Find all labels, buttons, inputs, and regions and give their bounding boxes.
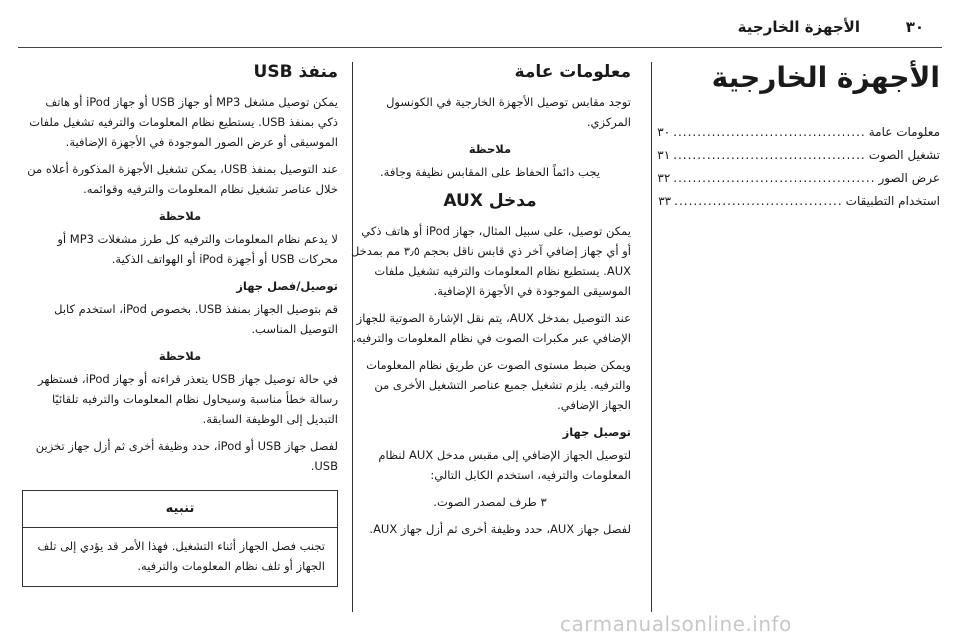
chapter-column [657,60,940,214]
connect-paragraph: ٣ طرف لمصدر الصوت. [433,495,547,509]
caution-box [22,490,338,587]
note-text: يجب دائماً الحفاظ على المقابس نظيفة وجافة. [380,165,600,179]
general-info-column [349,60,631,546]
running-title: الأجهزة الخارجية [737,18,860,36]
toc-item-page: ٣٢ [657,171,671,185]
toc-item-label: استخدام التطبيقات [845,194,940,208]
connect-paragraph: لفصل جهاز AUX، حدد وظيفة أخرى ثم أزل جهاز AUX. [369,522,631,536]
toc-item[interactable] [657,145,940,165]
toc-item[interactable] [658,191,940,211]
page-number: ٣٠ [905,18,924,36]
usb-paragraph: يمكن توصيل مشغل MP3 أو جهاز USB أو جهاز iPod أو هاتف ذكي بمنفذ USB. يستطيع نظام المعلومات والترفيه تشغيل ملفات الموسيقى أو عرض الصور الموجودة في الأجهزة الإضافية. [29,95,338,149]
toc-leader: ........................................ [673,148,866,162]
note-label: ملاحظة [468,142,512,156]
aux-paragraph: عند التوصيل بمدخل AUX، يتم نقل الإشارة الصوتية للجهاز الإضافي عبر مكبرات الصوت في نظام المعلومات والترفيه. [352,311,631,345]
toc-item-page: ٣٣ [658,194,672,208]
toc-leader: ................................... [674,194,843,208]
section-heading-usb: منفذ USB [253,62,338,82]
subheading-connect-device: توصيل جهاز [562,425,631,439]
page-header [0,0,960,52]
toc-item[interactable] [657,168,940,188]
header-rule [18,47,942,48]
toc-item-label: معلومات عامة [868,125,940,139]
disconnect-paragraph: لفصل جهاز USB أو iPod، حدد وظيفة أخرى ثم أزل جهاز تخزين USB. [35,439,338,473]
toc-item-page: ٣١ [657,148,671,162]
chapter-title: الأجهزة الخارجية [711,61,940,94]
toc-item-label: تشغيل الصوت [868,148,940,162]
column-divider-right [651,62,652,612]
section-heading-general: معلومات عامة [514,62,631,82]
aux-paragraph: ويمكن ضبط مستوى الصوت عن طريق نظام المعلومات والترفيه. يلزم تشغيل جميع عناصر التشغيل الأخرى من الجهاز الإضافي. [366,358,631,412]
section-heading-aux: مدخل AUX [443,191,537,211]
toc-leader: ........................................ [673,125,866,139]
toc-leader: .......................................... [673,171,876,185]
caution-text: تجنب فصل الجهاز أثناء التشغيل. فهذا الأمر قد يؤدي إلى تلف الجهاز أو تلف نظام المعلومات والترفيه. [37,539,325,573]
table-of-contents [657,122,940,211]
watermark-logo: carmanualsonline.info [560,612,792,636]
connect-paragraph: قم بتوصيل الجهاز بمنفذ USB. بخصوص iPod، استخدم كابل التوصيل المناسب. [54,302,338,336]
aux-paragraph: يمكن توصيل، على سبيل المثال، جهاز iPod أو هاتف ذكي أو أي جهاز إضافي آخر ذي قابس ناقل بحجم ٣٫٥ مم بمدخل AUX. يستطيع نظام المعلومات والترفيه تشغيل ملفات الموسيقى الموجودة في الأجهزة الإضافية. [350,224,631,298]
toc-item-label: عرض الصور [878,171,940,185]
usb-column [22,60,338,587]
note-label: ملاحظة [158,209,202,223]
intro-paragraph: توجد مقابس توصيل الأجهزة الخارجية في الكونسول المركزي. [386,95,631,129]
usb-paragraph: عند التوصيل بمنفذ USB، يمكن تشغيل الأجهزة المذكورة أعلاه من خلال عناصر تشغيل نظام المعلومات والترفيه وقوائمه. [27,162,338,196]
subheading-connect-disconnect: توصيل/فصل جهاز [236,279,338,293]
note-text: لا يدعم نظام المعلومات والترفيه كل طرز مشغلات MP3 أو محركات USB أو أجهزة iPod أو الهواتف الذكية. [57,232,338,266]
toc-item[interactable] [657,122,940,142]
caution-body [23,528,337,586]
caution-heading: تنبيه [23,491,337,528]
toc-item-page: ٣٠ [657,125,671,139]
note-text: في حالة توصيل جهاز USB يتعذر قراءته أو جهاز iPod، فستظهر رسالة خطأ مناسبة وسيحاول نظام المعلومات والترفيه تلقائيًا التبديل إلى الوظيفة السابقة. [37,372,338,426]
note-label: ملاحظة [158,349,202,363]
connect-paragraph: لتوصيل الجهاز الإضافي إلى مقبس مدخل AUX لنظام المعلومات والترفيه، استخدم الكابل التالي: [378,448,631,482]
